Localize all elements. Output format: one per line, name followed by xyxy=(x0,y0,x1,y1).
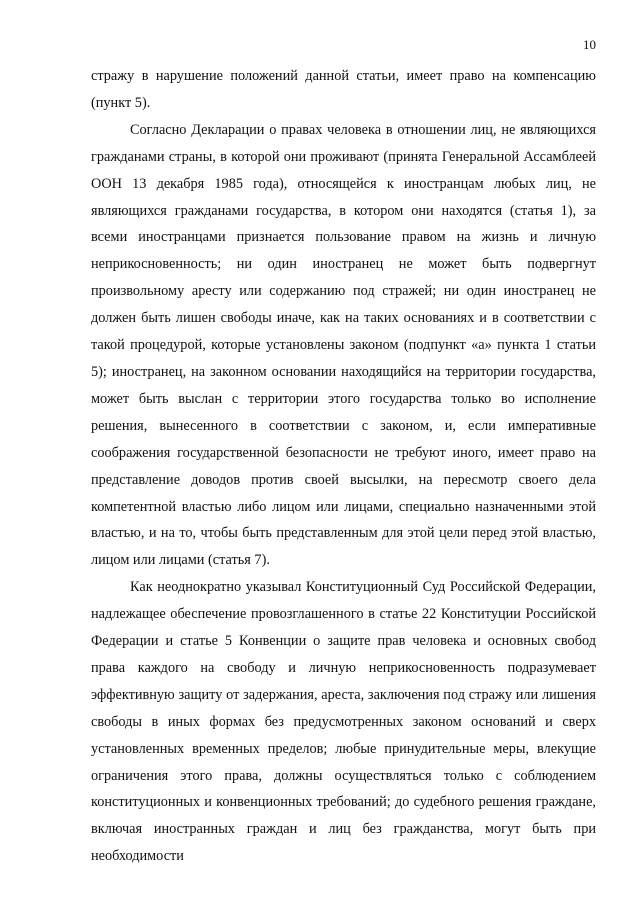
paragraph-continuation: стражу в нарушение положений данной статьи, имеет право на компенсацию (пункт 5). xyxy=(91,68,596,111)
page-number: 10 xyxy=(583,37,596,52)
paragraph-constitutional-court: Как неоднократно указывал Конституционный Суд Российской Федерации, надлежащее обеспечение провозглашенного в статье 22 Конституции Российской Федерации и статье 5 Конвенции о защите прав человека и основных свобод права каждого на свободу и личную неприкосновенность подразумевает эффективную защиту от задержания, ареста, заключения под стражу или лишения свободы в иных формах без предусмотренных законом оснований и сверх установленных временных пределов; любые принудительные меры, влекущие ограничения этого права, должны осуществляться только с соблюдением конституционных и конвенционных требований; до судебного решения граждане, включая иностранных граждан и лиц без гражданства, могут быть при необходимости xyxy=(91,579,596,865)
paragraph-declaration: Согласно Декларации о правах человека в отношении лиц, не являющихся гражданами страны, в которой они проживают (принята Генеральной Ассамблеей ООН 13 декабря 1985 года), относящейся к иностранцам любых лиц, не являющихся гражданами государства, в котором они находятся (статья 1), за всеми иностранцами признается пользование правом на жизнь и личную неприкосновенность; ни один иностранец не может быть подвергнут произвольному аресту или содержанию под стражей; ни один иностранец не должен быть лишен свободы иначе, как на таких основаниях и в соответствии с такой процедурой, которые установлены законом (подпункт «а» пункта 1 статьи 5); иностранец, на законном основании находящийся на территории государства, может быть выслан с территории этого государства только во исполнение решения, вынесенного в соответствии с законом, и, если императивные соображения государственной безопасности не требуют иного, имеет право на представление доводов против своей высылки, на пересмотр своего дела компетентной властью либо лицом или лицами, специально назначенными этой властью, и на то, чтобы быть представленным для этой цели перед этой властью, лицом или лицами (статья 7). xyxy=(91,121,596,569)
body-text xyxy=(91,63,596,870)
